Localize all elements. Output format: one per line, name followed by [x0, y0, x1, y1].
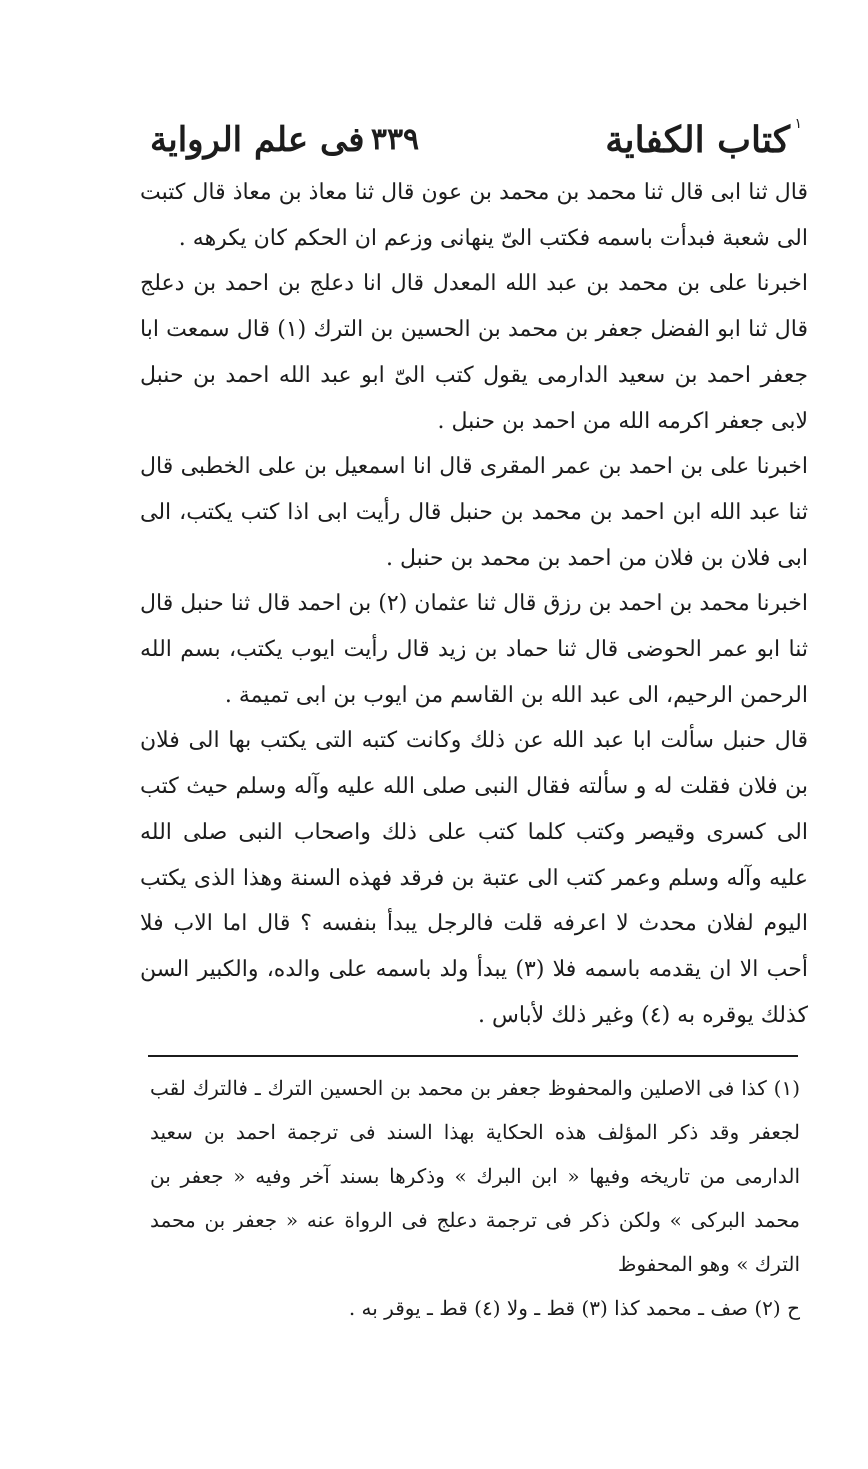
corner-mark: ١: [794, 116, 802, 132]
main-text: [140, 170, 808, 1038]
book-title: كتاب الكفاية: [605, 119, 790, 161]
footnotes: [150, 1066, 800, 1330]
footnote: ح (٢) صف ـ محمد كذا (٣) قط ـ ولا (٤) قط ـ يوقر به .: [348, 1296, 800, 1320]
paragraph: اخبرنا على بن محمد بن عبد الله المعدل قال انا دعلج بن احمد بن دعلج قال ثنا ابو الفضل جعفر بن محمد بن الحسين بن الترك (١) قال سمعت ابا جعفر احمد بن سعيد الدارمى يقول كتب الىّ ابو عبد الله احمد بن حنبل لابى جعفر اكرمه الله من احمد بن حنبل .: [140, 271, 809, 434]
footnote: (١) كذا فى الاصلين والمحفوظ جعفر بن محمد بن الحسين الترك ـ فالترك لقب لجعفر وقد ذكر المؤلف هذه الحكاية بهذا السند فى ترجمة احمد بن سعيد الدارمى من تاريخه وفيها « ابن البرك » وذكرها بسند آخر وفيه « جعفر بن محمد البركى » ولكن ذكر فى ترجمة دعلج فى الرواة عنه « جعفر بن محمد الترك » وهو المحفوظ: [150, 1076, 800, 1276]
paragraph: اخبرنا محمد بن احمد بن رزق قال ثنا عثمان (٢) بن احمد قال ثنا حنبل قال ثنا ابو عمر الحوضى قال ثنا حماد بن زيد قال رأيت ايوب يكتب، بسم الله الرحمن الرحيم، الى عبد الله بن القاسم من ايوب بن ابى تميمة .: [140, 591, 808, 708]
footnote-divider: [148, 1055, 798, 1057]
running-header: [150, 116, 790, 164]
paragraph: قال ثنا ابى قال ثنا محمد بن محمد بن عون قال ثنا معاذ بن معاذ قال كتبت الى شعبة فبدأت باسمه فكتب الىّ ينهانى وزعم ان الحكم كان يكرهه .: [140, 180, 808, 251]
page-number: ٣٣٩: [370, 122, 420, 157]
book-subject: فى علم الرواية: [150, 120, 365, 160]
paragraph: اخبرنا على بن احمد بن عمر المقرى قال انا اسمعيل بن على الخطبى قال ثنا عبد الله ابن احمد بن محمد بن حنبل قال رأيت ابى اذا كتب يكتب، الى ابى فلان بن فلان من احمد بن محمد بن حنبل .: [140, 454, 808, 571]
paragraph: قال حنبل سألت ابا عبد الله عن ذلك وكانت كتبه التى يكتب بها الى فلان بن فلان فقلت له و سألته فقال النبى صلى الله عليه وآله وسلم حيث كتب الى كسرى وقيصر وكتب كلما كتب على ذلك واصحاب النبى صلى الله عليه وآله وسلم وعمر كتب الى عتبة بن فرقد فهذه السنة وهذا الذى يكتب اليوم لفلان محدث لا اعرفه قلت فالرجل يبدأ بنفسه ؟ قال اما الاب فلا أحب الا ان يقدمه باسمه فلا (٣) يبدأ ولد باسمه على والده، والكبير السن كذلك يوقره به (٤) وغير ذلك لأباس .: [140, 728, 808, 1028]
